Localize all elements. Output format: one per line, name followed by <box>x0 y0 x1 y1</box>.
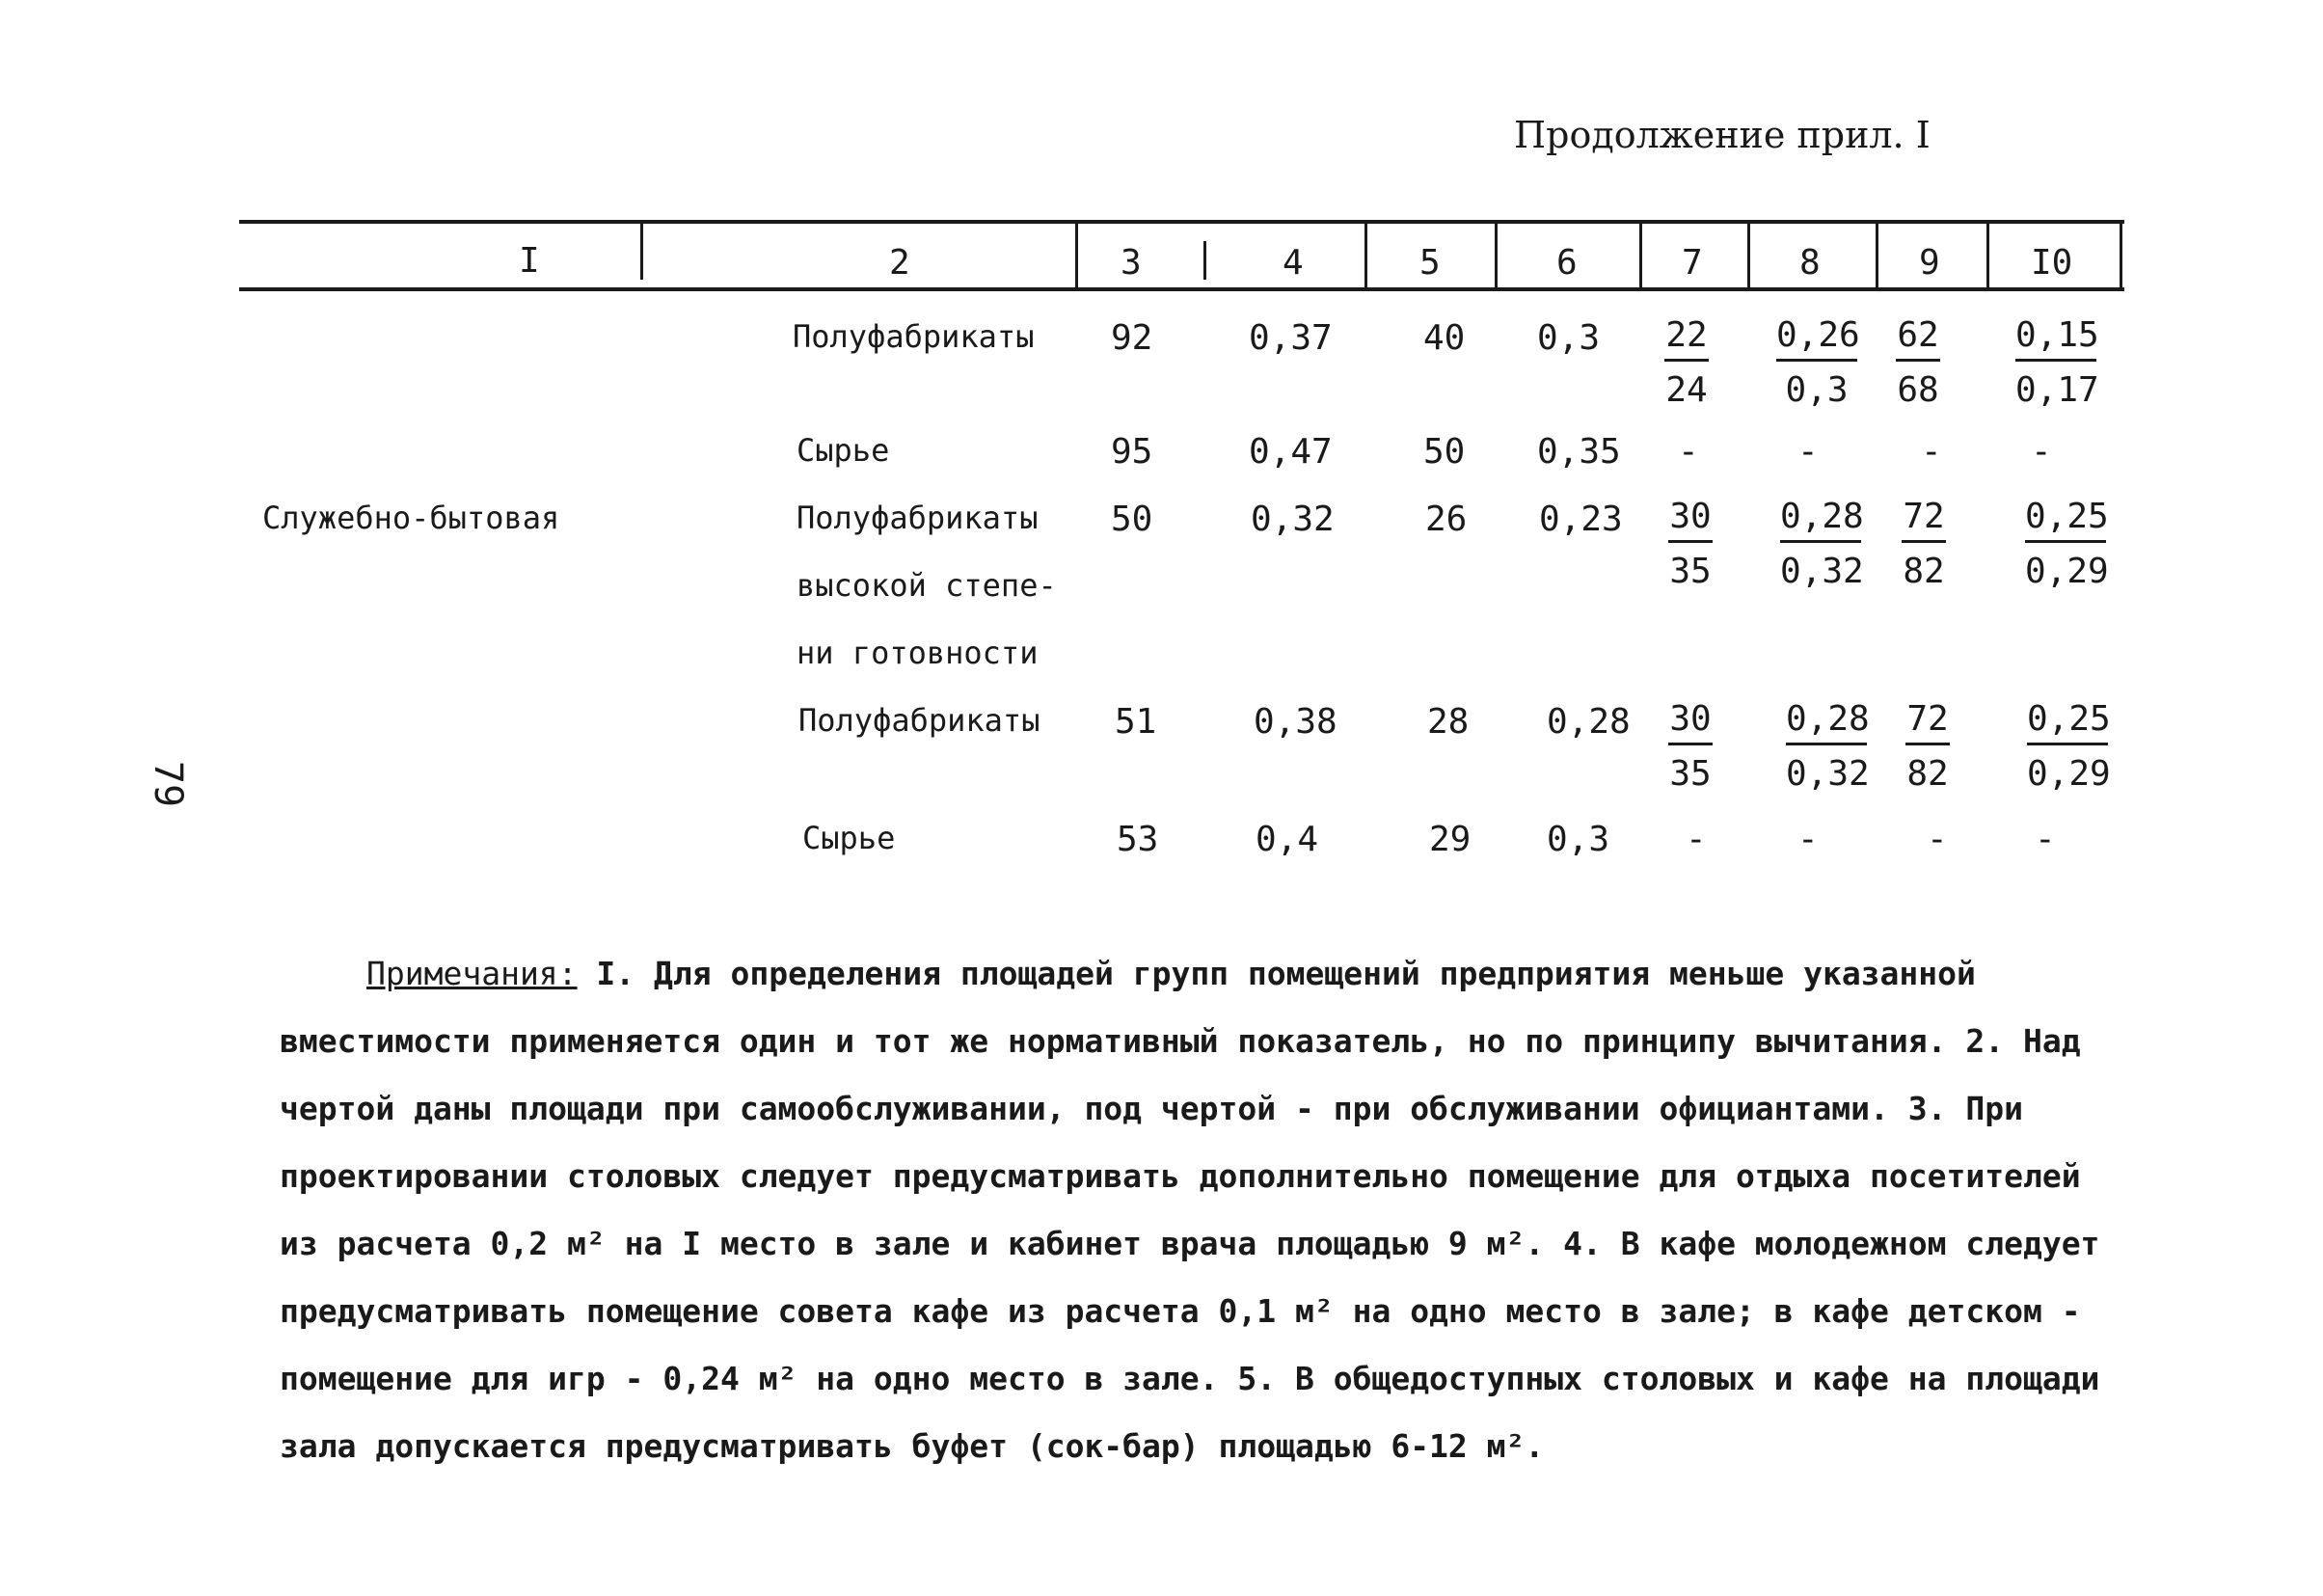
table-cell: 92 <box>1111 318 1153 358</box>
fraction-cell: $\frac{22}{24}$ <box>1665 315 1708 410</box>
table-cell: 53 <box>1117 820 1159 859</box>
table-cell: 50 <box>1423 432 1466 472</box>
row-label: Сырье <box>802 820 896 856</box>
table-cell: 28 <box>1427 702 1470 742</box>
table-header-rule <box>239 287 2124 291</box>
column-divider <box>2120 220 2122 291</box>
table-cell: - <box>2035 820 2056 859</box>
column-divider <box>1639 220 1642 291</box>
table-cell: - <box>1678 432 1699 472</box>
table-cell: - <box>1927 820 1948 859</box>
fraction-cell: $\frac{0,26}{0,3}$ <box>1776 315 1860 410</box>
table-cell: 0,3 <box>1547 820 1610 859</box>
fraction-cell: $\frac{62}{68}$ <box>1897 315 1939 410</box>
fraction-cell: $\frac{0,15}{0,17}$ <box>2015 315 2099 410</box>
fraction-cell: $\frac{0,28}{0,32}$ <box>1780 497 1864 591</box>
column-header: 8 <box>1799 243 1821 283</box>
category-label: Служебно-бытовая <box>262 500 560 536</box>
column-header: 7 <box>1682 243 1703 283</box>
column-divider <box>1075 220 1078 291</box>
table-cell: - <box>2031 432 2052 472</box>
row-label: Сырье <box>797 432 890 469</box>
column-divider <box>1986 220 1989 291</box>
table-cell: 40 <box>1423 318 1466 358</box>
fraction-cell: $\frac{0,25}{0,29}$ <box>2027 699 2111 794</box>
fraction-cell: $\frac{72}{82}$ <box>1906 699 1949 794</box>
table-cell: - <box>1686 820 1707 859</box>
column-header: I0 <box>2031 243 2073 283</box>
table-cell: 0,35 <box>1537 432 1621 472</box>
fraction-cell: $\frac{30}{35}$ <box>1669 699 1712 794</box>
column-header: 4 <box>1283 243 1304 283</box>
table-cell: 0,23 <box>1539 500 1623 539</box>
column-divider <box>1747 220 1750 291</box>
row-label: ни готовности <box>797 635 1039 671</box>
notes-block <box>280 940 2131 1480</box>
table-cell: 0,4 <box>1256 820 1319 859</box>
table-cell: - <box>1921 432 1942 472</box>
continuation-header: Продолжение прил. I <box>1514 114 1931 156</box>
table-cell: 0,3 <box>1537 318 1601 358</box>
row-label: Полуфабрикаты <box>798 702 1040 739</box>
table-cell: 29 <box>1429 820 1472 859</box>
fraction-cell: $\frac{0,25}{0,29}$ <box>2025 497 2109 591</box>
row-label: Полуфабрикаты <box>797 500 1039 536</box>
row-label: высокой степе- <box>797 567 1057 604</box>
column-divider <box>1203 241 1206 280</box>
page-number: 79 <box>146 760 191 808</box>
table-cell: 0,47 <box>1249 432 1333 472</box>
row-label: Полуфабрикаты <box>793 318 1035 355</box>
fraction-cell: $\frac{30}{35}$ <box>1669 497 1712 591</box>
column-header: 3 <box>1121 243 1142 283</box>
column-header: I <box>519 241 540 281</box>
column-divider <box>1876 220 1878 291</box>
column-header: 6 <box>1556 243 1578 283</box>
fraction-cell: $\frac{0,28}{0,32}$ <box>1786 699 1870 794</box>
fraction-cell: $\frac{72}{82}$ <box>1903 497 1945 591</box>
column-header: 5 <box>1419 243 1441 283</box>
notes-label: Примечания: <box>366 955 578 992</box>
table-cell: 0,38 <box>1254 702 1337 742</box>
column-header: 2 <box>889 243 910 283</box>
table-cell: 0,32 <box>1251 500 1335 539</box>
table-cell: - <box>1797 820 1819 859</box>
table-cell: - <box>1797 432 1819 472</box>
table-cell: 26 <box>1425 500 1468 539</box>
table-cell: 0,37 <box>1249 318 1333 358</box>
table-cell: 0,28 <box>1547 702 1631 742</box>
column-divider <box>1364 220 1367 291</box>
table-cell: 51 <box>1115 702 1157 742</box>
notes-text: I. Для определения площадей групп помещений предприятия меньше указанной вместимости применяется один и тот же нормативный показатель, но по принципу вычитания. 2. Над чертой даны площади при самообслуживании, под чертой - при обслуживании официантами. 3. При проектировании столовых следует предусматривать дополнительно помещение для отдыха посетителей из расчета 0,2 м² на I место в зале и кабинет врача площадью 9 м². 4. В кафе молодежном следует предусматривать помещение совета кафе из расчета 0,1 м² на одно место в зале; в кафе детском - помещение для игр - 0,24 м² на одно место в зале. 5. В общедоступных столовых и кафе на площади зала допускается предусматривать буфет (сок-бар) площадью 6-12 м². <box>280 955 2100 1465</box>
table-top-rule <box>239 220 2124 224</box>
table-cell: 95 <box>1111 432 1153 472</box>
column-divider <box>1495 220 1498 291</box>
column-header: 9 <box>1919 243 1940 283</box>
column-divider <box>640 220 643 280</box>
table-cell: 50 <box>1111 500 1153 539</box>
